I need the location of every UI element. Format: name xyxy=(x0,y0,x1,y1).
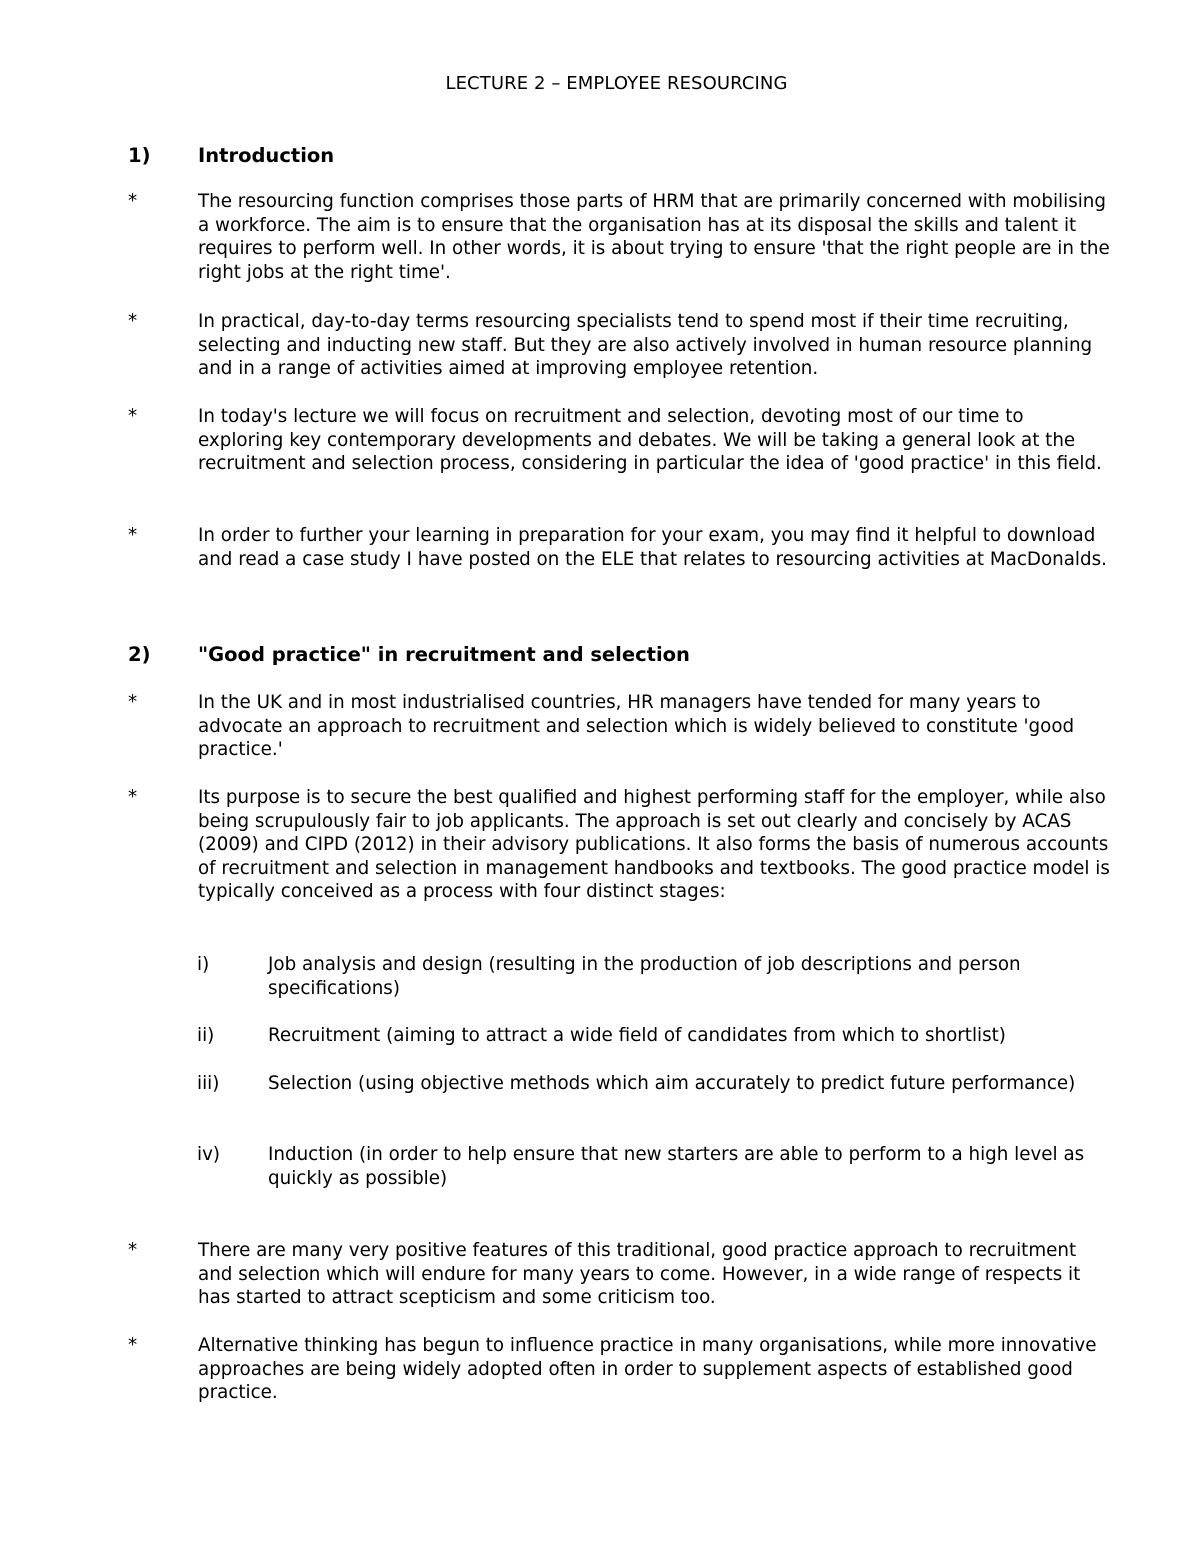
paragraph-text: In practical, day-to-day terms resourcing specialists tend to spend most if their time recruiting, selecting and inducting new staff. But they are also actively involved in human resource planning and in a range of activities aimed at improving employee retention. xyxy=(198,311,1093,380)
section-title: Introduction xyxy=(198,144,335,167)
stage-text: Induction (in order to help ensure that new starters are able to perform to a high level as quickly as possible) xyxy=(268,1144,1085,1189)
stage-text: Recruitment (aiming to attract a wide field of candidates from which to shortlist) xyxy=(268,1025,1006,1046)
stage-item xyxy=(197,953,1097,1000)
stage-marker: ii) xyxy=(197,1025,215,1046)
stage-item xyxy=(197,1143,1097,1190)
section-number: 2) xyxy=(128,643,151,666)
bullet-paragraph xyxy=(128,405,1118,476)
bullet-marker: * xyxy=(128,311,138,332)
paragraph-text: In today's lecture we will focus on recruitment and selection, devoting most of our time to exploring key contemporary developments and debates. We will be taking a general look at the recruitment and selection process, considering in particular the idea of 'good practice' in this field. xyxy=(198,406,1102,475)
stage-text: Selection (using objective methods which aim accurately to predict future performance) xyxy=(268,1073,1076,1094)
bullet-paragraph xyxy=(128,190,1118,284)
bullet-paragraph xyxy=(128,310,1118,381)
stage-item xyxy=(197,1072,1097,1096)
bullet-paragraph xyxy=(128,1239,1118,1310)
stage-marker: iii) xyxy=(197,1073,220,1094)
bullet-paragraph xyxy=(128,786,1118,904)
bullet-marker: * xyxy=(128,1240,138,1261)
paragraph-text: Alternative thinking has begun to influence practice in many organisations, while more innovative approaches are being widely adopted often in order to supplement aspects of established good practice. xyxy=(198,1335,1097,1404)
document-title: LECTURE 2 – EMPLOYEE RESOURCING xyxy=(445,73,788,94)
stage-text: Job analysis and design (resulting in the production of job descriptions and person specifications) xyxy=(268,954,1021,999)
bullet-marker: * xyxy=(128,692,138,713)
section-title: "Good practice" in recruitment and selection xyxy=(198,643,690,666)
bullet-marker: * xyxy=(128,1335,138,1356)
bullet-marker: * xyxy=(128,406,138,427)
stage-item xyxy=(197,1024,1097,1048)
paragraph-text: In order to further your learning in preparation for your exam, you may find it helpful to download and read a case study I have posted on the ELE that relates to resourcing activities at MacDonalds. xyxy=(198,525,1107,570)
stage-marker: iv) xyxy=(197,1144,221,1165)
bullet-paragraph xyxy=(128,524,1118,571)
bullet-marker: * xyxy=(128,525,138,546)
section-number: 1) xyxy=(128,144,151,167)
bullet-marker: * xyxy=(128,191,138,212)
bullet-paragraph xyxy=(128,1334,1118,1405)
stage-marker: i) xyxy=(197,954,210,975)
paragraph-text: The resourcing function comprises those parts of HRM that are primarily concerned with mobilising a workforce. The aim is to ensure that the organisation has at its disposal the skills and talent it requires to perform well. In other words, it is about trying to ensure 'that the right people are in the right jobs at the right time'. xyxy=(198,191,1110,283)
paragraph-text: There are many very positive features of this traditional, good practice approach to recruitment and selection which will endure for many years to come. However, in a wide range of respects it has started to attract scepticism and some criticism too. xyxy=(198,1240,1081,1309)
paragraph-text: Its purpose is to secure the best qualified and highest performing staff for the employer, while also being scrupulously fair to job applicants. The approach is set out clearly and concisely by ACAS (2009) and CIPD (2012) in their advisory publications. It also forms the basis of numerous accounts of recruitment and selection in management handbooks and textbooks. The good practice model is typically conceived as a process with four distinct stages: xyxy=(198,787,1110,903)
bullet-paragraph xyxy=(128,691,1118,762)
bullet-marker: * xyxy=(128,787,138,808)
paragraph-text: In the UK and in most industrialised countries, HR managers have tended for many years to advocate an approach to recruitment and selection which is widely believed to constitute 'good practice.' xyxy=(198,692,1075,761)
